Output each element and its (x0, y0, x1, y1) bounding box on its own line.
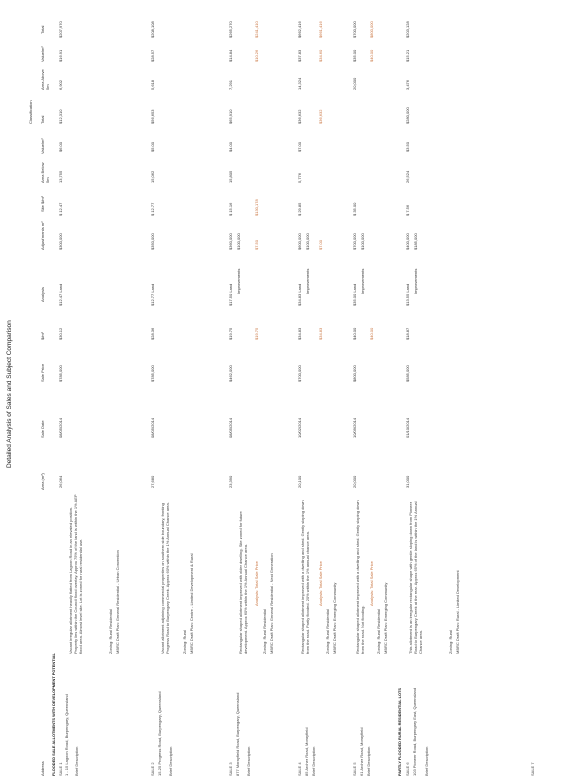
sale-alt-value: $34.60 (318, 49, 323, 62)
sale-description: Vacant irregular allotment heavily flatted from Lagoon Road in an elevated position. Property lies within the Council flood overlay. Approx 75% of the land is within the 1% AEP flood area. Almost level site. Lot is zoned for rural residential use. (68, 494, 83, 654)
sale-value-above: $15.21 (405, 49, 410, 62)
sale-alt-total: $800,000 (369, 21, 374, 38)
sale-site-rate: $ 29.85 (297, 202, 302, 216)
sale-description: Vacant allotment adjoining commercial properties on southern side boundary, fronting Progress Road to Burpengary Creek. Approx 60% within the 1% Annual Chance area. (160, 502, 170, 654)
sale-label: SALE 6 (405, 762, 410, 776)
sale-area: 31,000 (405, 475, 410, 488)
sale-total: $265,270 (228, 21, 233, 38)
header-total: Total (40, 25, 45, 34)
sale-price: $700,000 (297, 365, 302, 382)
sale-price: $462,000 (228, 365, 233, 382)
sale-alt-per-m2: $40.00 (369, 327, 374, 340)
sale-adjustment: $350,000 (150, 233, 155, 250)
page-title: Detailed Analysis of Sales and Subject Comparison (6, 320, 13, 468)
sale-improvements: Improvements (413, 268, 418, 294)
sale-analysis: $17.50 Land (228, 283, 233, 306)
sale-area-below: 5,776 (297, 172, 302, 183)
sale-brief-label: Brief Description (366, 746, 371, 776)
sale-improvements: Improvements (360, 268, 365, 294)
sale-adjustment-2: $185,000 (413, 233, 418, 250)
sale-total-below: $280,000 (405, 107, 410, 124)
sale-address: 15-25 Progress Road, Burpengary, Queensland (157, 691, 162, 776)
sale-per-m2: $30.12 (58, 327, 63, 340)
sale-mbrc: MBRC Draft Plan: Rural - Limited Development (455, 570, 460, 654)
section-flooded-allotments: FLOODED SALE ALLOTMENTS WITH DEVELOPMENT POTENTIAL (51, 653, 56, 776)
sale-mbrc: MBRC Draft Plan: General Residential - Urban Convention (115, 550, 120, 654)
header-sale-price: Sale Price (40, 363, 45, 382)
sale-value-below: $7.00 (297, 141, 302, 152)
sale-mbrc: MBRC Draft Plan: Centre - Limited Development & Rural (189, 553, 194, 654)
sale-zoning: Zoning: Rural Residential (262, 609, 267, 654)
sale-total: $662,416 (297, 21, 302, 38)
header-classification: Classification (28, 100, 33, 124)
sale-total-below: $36,632 (297, 109, 302, 124)
sale-value-below: $5.00 (150, 141, 155, 152)
sale-mbrc: MBRC Draft Plan: Emerging Community (383, 582, 388, 654)
sale-price: $585,000 (405, 365, 410, 382)
sale-analysis: $13.55 Land (405, 283, 410, 306)
header-analysis: Analysis (40, 287, 45, 302)
sale-value-above: $37.83 (297, 49, 302, 62)
header-address: Address (40, 761, 45, 776)
sale-area: 20,100 (297, 475, 302, 488)
sale-alt-value: $40.00 (369, 49, 374, 62)
sale-per-m2: $19.75 (228, 327, 233, 340)
sale-mbrc: MBRC Draft Plan: General Residential - Next Generation (269, 553, 274, 654)
header-sale-date: Sale Date (40, 420, 45, 438)
sale-address: 85 Archer Road, Morayfield (304, 727, 309, 776)
sale-total-below: $65,910 (228, 109, 233, 124)
sale-price: $785,000 (58, 365, 63, 382)
section-partly-flooded-lots: PARTLY FLOODED RURAL RESIDENTIAL LOTS (397, 688, 402, 776)
sale-area-above: 5,618 (150, 79, 155, 90)
sale-label: SALE 5 (352, 762, 357, 776)
sale-zoning: Zoning: Rural Residential (376, 609, 381, 654)
header-value-below: Value/m² (40, 138, 45, 154)
sale-site-rate: $ 35.00 (352, 202, 357, 216)
sale-date: 08/05/2014 (150, 417, 155, 438)
sale-site-rate: $ 12.47 (58, 202, 63, 216)
sale-area-above: 6,902 (58, 79, 63, 90)
sale-adjustment: $300,000 (58, 233, 63, 250)
header-total-below: Total (40, 115, 45, 124)
sale-site-rate: $ 7.56 (405, 204, 410, 216)
sale-alt-adjustment: $36,632 (318, 109, 323, 124)
sale-address: 61 Archer Road, Morayfield (359, 727, 364, 776)
sale-area: 23,390 (228, 475, 233, 488)
sale-per-m2: $40.00 (352, 327, 357, 340)
sale-adjustment-2: $100,000 (360, 233, 365, 250)
sale-total: $207,970 (58, 21, 63, 38)
header-area-below: Area Below 5m (40, 162, 50, 183)
header-area: Area (m²) (40, 473, 45, 490)
sale-value-below: $3.50 (405, 141, 410, 152)
sale-analysis-note: Analysis: Total Sale Price (318, 561, 323, 606)
sale-value-above: $14.84 (228, 49, 233, 62)
sale-total-below: $56,653 (150, 109, 155, 124)
sale-analysis: $34.83 Land (297, 283, 302, 306)
sale-alt-total: $661,416 (318, 21, 323, 38)
sale-adjustment-2: $100,000 (305, 233, 310, 250)
sale-value-below: $6.00 (58, 141, 63, 152)
sale-area-below: 15,062 (150, 170, 155, 183)
sale-area: 26,064 (58, 475, 63, 488)
sale-description: Rectangular shaped allotment improved with a dwelling and shed. Gently sloping down from the road. Partly flooded. 20% within the 1% annual chance area. (300, 500, 310, 654)
sale-alt-total: $241,410 (254, 21, 259, 38)
sale-brief-label: Brief Description (246, 746, 251, 776)
sale-total-below: $12,310 (58, 109, 63, 124)
sale-label: SALE 1 (58, 762, 63, 776)
sale-area-below: 26,524 (405, 170, 410, 183)
sale-site-rate: $ 12.77 (150, 202, 155, 216)
sale-total: $203,128 (405, 21, 410, 38)
sale-zoning: Zoning: Rural (182, 629, 187, 654)
sale-adjustment: $400,000 (405, 233, 410, 250)
sale-address: 877 Morayfield Road, Burpengary, Queensland (235, 692, 240, 776)
sale-analysis: $35.00 Land (352, 283, 357, 306)
sale-description: Rectangular shaped allotment improved with a dwelling and shed. Gently sloping down from the road. Not flooding. (355, 500, 365, 654)
sale-price: $800,000 (352, 365, 357, 382)
sale-total: $208,108 (150, 21, 155, 38)
sale-area-above: 14,324 (297, 77, 302, 90)
sale-description: Rectangular shaped allotment improved with older dwelling. Site zoned for future development. Approx 60% within the 1% Annual Chance area. (238, 511, 248, 654)
sale-area-above: 7,291 (228, 79, 233, 90)
sale-adjustment-2: $100,000 (236, 233, 241, 250)
sale-value-above: $16.91 (58, 49, 63, 62)
sale-improvements: Improvements (305, 268, 310, 294)
sale-adjustment: $600,000 (297, 233, 302, 250)
sale-zoning: Zoning: Rural Residential (108, 609, 113, 654)
sale-area-below: 15,805 (228, 170, 233, 183)
sale-zoning: Zoning: Rural Residential (325, 609, 330, 654)
sale-alt-analysis: $7.50 (254, 239, 259, 250)
sale-address: 103 Pioneer Road, Burpengary East, Queensland (412, 687, 417, 776)
sale-brief-label: Brief Description (424, 746, 429, 776)
sale-label-7: SALE 7 (530, 762, 535, 776)
sale-label: SALE 3 (228, 762, 233, 776)
sale-per-m2: $18.87 (405, 327, 410, 340)
sale-description: This allotment is an irregular rectangular shape with gentle sloping down from Pioneer Road to Burpengary Creek at the rear. Approx 65% of the land is within the 1% Annual Chance area. (408, 501, 423, 654)
sale-date: 10/09/2014 (352, 417, 357, 438)
sale-site-rate: $ 15.16 (228, 202, 233, 216)
sale-analysis-note: Analysis: Total Sale Price (369, 561, 374, 606)
sale-zoning: Zoning: Rural (448, 629, 453, 654)
sale-value-below: $4.00 (228, 141, 233, 152)
sale-area: 20,000 (352, 475, 357, 488)
sale-brief-label: Brief Description (311, 746, 316, 776)
sale-brief-label: Brief Description (168, 746, 173, 776)
sale-analysis: $12.77 Land (150, 283, 155, 306)
sale-brief-label: Brief Description (74, 746, 79, 776)
sale-date: 08/05/2014 (58, 417, 63, 438)
sale-label: SALE 2 (150, 762, 155, 776)
sale-area-below: 13,755 (58, 170, 63, 183)
sale-date: 10/02/2014 (297, 417, 302, 438)
header-adjustments: Adjust'ments m² (40, 221, 45, 250)
sale-mbrc: MBRC Draft Plan: Emerging Community (332, 582, 337, 654)
sale-value-above: $35.00 (352, 49, 357, 62)
sale-analysis: $12.47 Land (58, 283, 63, 306)
sale-total: $700,000 (352, 21, 357, 38)
sale-date: 01/10/2014 (405, 417, 410, 438)
sale-per-m2: $34.83 (297, 327, 302, 340)
sale-area-above: 20,000 (352, 77, 357, 90)
sale-address: 1 - 15 Lagoon Road, Burpengary, Queensland (64, 694, 69, 776)
sale-value-above: $28.57 (150, 49, 155, 62)
header-site-rate: Site $/m² (40, 195, 45, 212)
sale-adjustment: $700,000 (352, 233, 357, 250)
header-per-m2: $/m² (40, 332, 45, 340)
sale-alt-adjustment: $130,178 (254, 199, 259, 216)
header-area-above: Area Above 5m (40, 69, 50, 90)
sale-analysis-note: Analysis: Total Sale Price (254, 561, 259, 606)
sale-alt-analysis: $7.00 (318, 239, 323, 250)
sale-alt-per-m2: $34.83 (318, 327, 323, 340)
sale-adjustment: $360,000 (228, 233, 233, 250)
sale-alt-per-m2: $19.75 (254, 327, 259, 340)
sale-per-m2: $28.36 (150, 327, 155, 340)
sale-area: 27,680 (150, 475, 155, 488)
header-value-above: Value/m² (40, 46, 45, 62)
sale-date: 08/05/2014 (228, 417, 233, 438)
sale-label: SALE 4 (297, 762, 302, 776)
sale-improvements: Improvements (236, 268, 241, 294)
sale-price: $785,000 (150, 365, 155, 382)
sale-area-above: 3,476 (405, 79, 410, 90)
sale-alt-value: $10.26 (254, 49, 259, 62)
